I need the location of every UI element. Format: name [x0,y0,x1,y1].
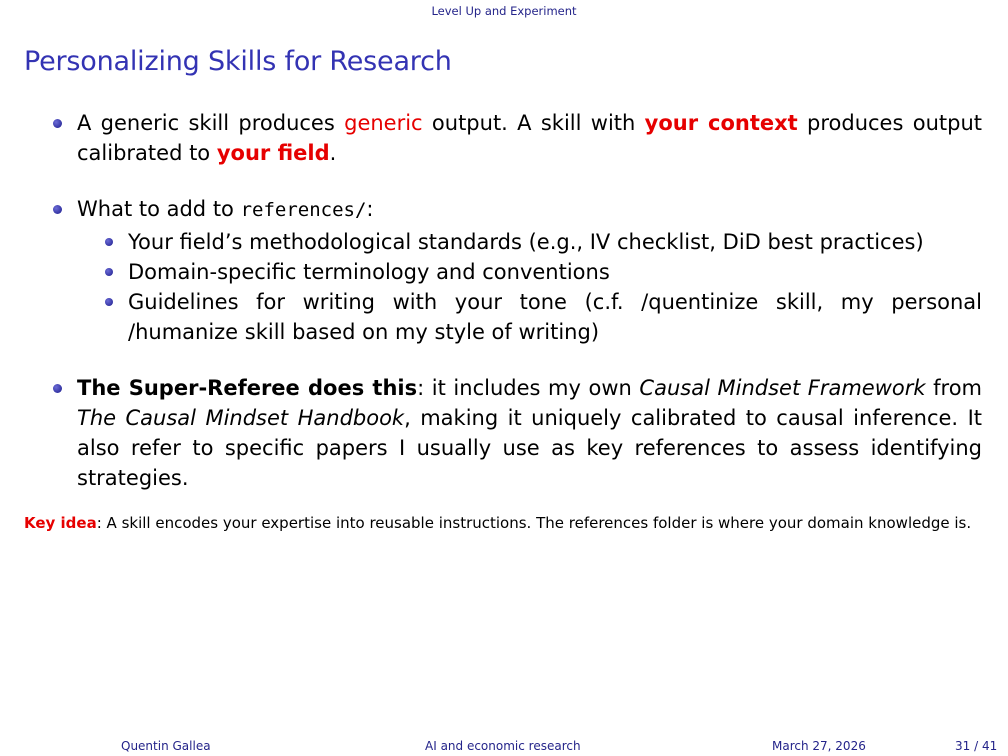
framework-name: Causal Mindset Framework [639,376,926,400]
bullet-generic-vs-context: A generic skill produces generic output. A skill with your context produces output calibrated to your field. [0,108,1008,168]
key-idea-note: Key idea: A skill encodes your expertise into reusable instructions. The references folder is where your domain knowledge is. [24,514,972,532]
bullet-what-to-add: What to add to references/: Your field’s methodological standards (e.g., IV checklist, DiD best practices) Domain-specific terminology and conventions Guidelines for writing with your tone (c.f. /quentinize skill, my personal /humanize skill based on my style of writing) [0,194,1008,347]
references-folder-code: references/ [240,199,367,221]
bullet-super-referee: The Super-Referee does this: it includes my own Causal Mindset Framework from The Causal Mindset Handbook, making it uniquely calibrated to causal inference. It also refer to specific papers I usually use as key references to assess identifying strategies. [0,373,1008,493]
sub-bullet-icon [105,268,113,276]
sub-bullet-icon [105,238,113,246]
super-referee-label: The Super-Referee does this [77,376,418,400]
slide-footer [0,737,1008,756]
sub-bullet-list [77,227,982,347]
footer-page-number: 31 / 41 [955,739,998,753]
sub-bullet-icon [105,298,113,306]
emphasis-generic: generic [344,111,423,135]
emphasis-your-context: your context [644,111,798,135]
footer-date: March 27, 2026 [772,739,866,753]
bullet-icon [53,119,62,128]
slide-content [0,108,1008,493]
slide-title: Personalizing Skills for Research [24,46,452,77]
footer-talk-title: AI and economic research [425,739,581,753]
bullet-icon [53,205,62,214]
handbook-name: The Causal Mindset Handbook [77,406,405,430]
sub-bullet-item: Domain-specific terminology and conventions [77,257,982,287]
bullet-icon [53,384,62,393]
footer-author: Quentin Gallea [121,739,211,753]
section-header: Level Up and Experiment [431,4,577,18]
sub-bullet-item: Guidelines for writing with your tone (c.f. /quentinize skill, my personal /humanize skill based on my style of writing) [77,287,982,347]
sub-bullet-item: Your field’s methodological standards (e.g., IV checklist, DiD best practices) [77,227,982,257]
key-idea-label: Key idea [24,514,97,532]
emphasis-your-field: your field [216,141,330,165]
